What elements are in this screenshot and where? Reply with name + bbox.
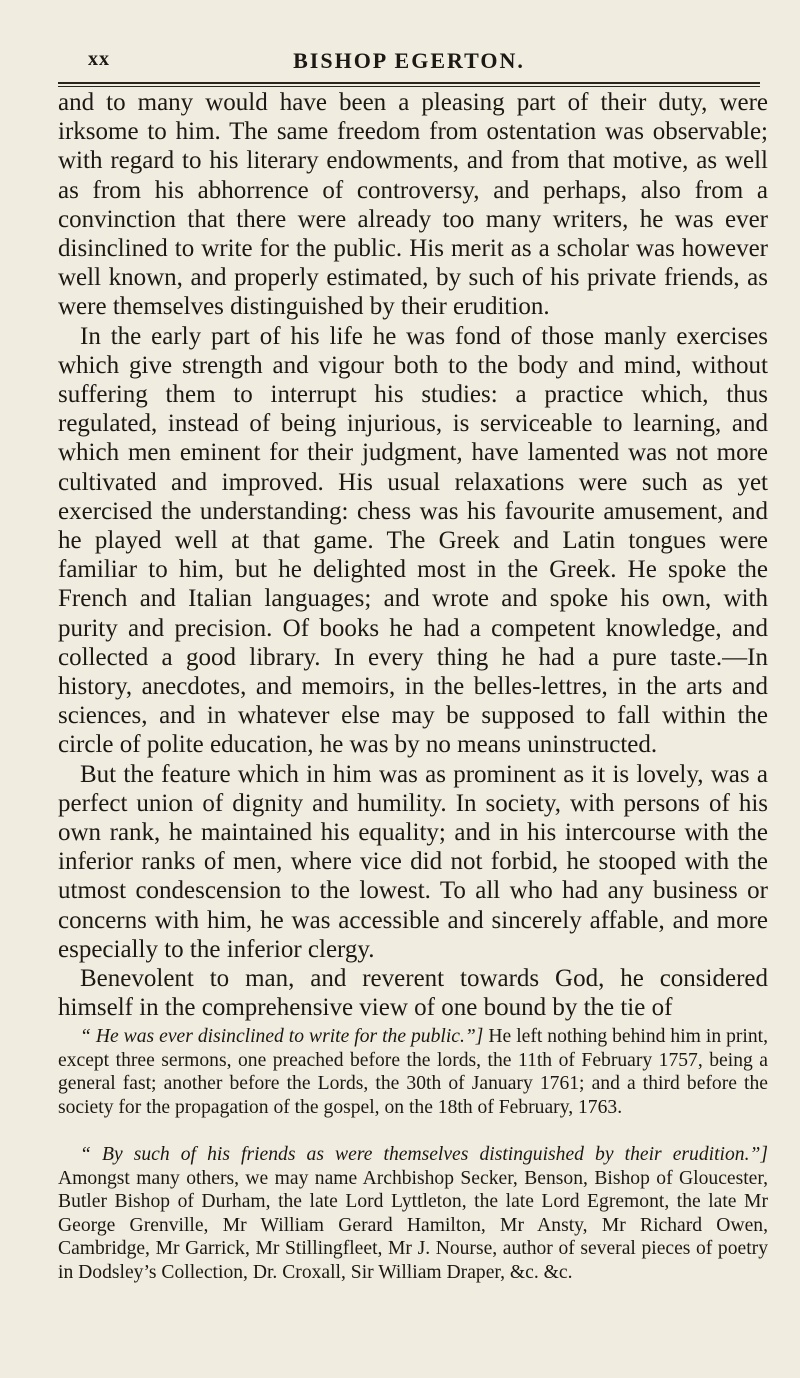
header-rule	[58, 82, 760, 84]
paragraph: and to many would have been a pleasing part of their duty, were irksome to him. The same freedom from ostentation was observable; with regard to his literary endowments, and from that motive, as well as from his abhorrence of controversy, and perhaps, also from a convinction that there were already too many writers, he was ever disinclined to write for the public. His merit as a scholar was however well known, and properly estimated, by such of his private friends, as were themselves distinguished by their erudition.	[58, 89, 768, 321]
footnote-quote: “ He was ever disinclined to write for the public.”]	[80, 1026, 484, 1047]
header-rule-thin	[58, 86, 760, 87]
page-number: xx	[88, 48, 110, 70]
main-text	[58, 88, 768, 1023]
footnote	[58, 1025, 768, 1119]
footnote	[58, 1143, 768, 1284]
paragraph: In the early part of his life he was fond of those manly exercises which give strength and vigour both to the body and mind, without suffering them to interrupt his studies: a practice which, thus regulated, instead of being injurious, is serviceable to learning, and which men eminent for their judgment, have lamented was not more cultivated and improved. His usual relaxations were such as yet exercised the understanding: chess was his favourite amusement, and he played well at that game. The Greek and Latin tongues were familiar to him, but he delighted most in the Greek. He spoke the French and Italian languages; and wrote and spoke his own, with purity and precision. Of books he had a competent knowledge, and collected a good library. In every thing he had a pure taste.—In history, anecdotes, and memoirs, in the belles-lettres, in the arts and sciences, and in whatever else may be supposed to fall within the circle of polite education, he was by no means uninstructed.	[58, 322, 768, 759]
footnote-text: He left nothing behind him in print, except three sermons, one preached before the lords, the 11th of February 1757, being a general fast; another before the Lords, the 30th of January 1761; and a third before the society for the propagation of the gospel, on the 18th of February, 1763.	[58, 1026, 769, 1118]
paragraph: But the feature which in him was as prominent as it is lovely, was a perfect union of dignity and humility. In society, with persons of his own rank, he maintained his equality; and in his intercourse with the inferior ranks of men, where vice did not forbid, he stooped with the utmost condescension to the lowest. To all who had any business or concerns with him, he was accessible and sincerely affable, and more especially to the inferior clergy.	[58, 760, 768, 963]
footnote-quote: “ By such of his friends as were themselves distinguished by their erudition.”]	[80, 1144, 768, 1165]
running-head: BISHOP EGERTON.	[293, 48, 525, 73]
footnote-text: Amongst many others, we may name Archbishop Secker, Benson, Bishop of Gloucester, Butler Bishop of Durham, the late Lord Lyttleton, the late Lord Egremont, the late Mr George Grenville, Mr William Gerard Hamilton, Mr Ansty, Mr Richard Owen, Cambridge, Mr Garrick, Mr Stillingfleet, Mr J. Nourse, author of several pieces of poetry in Dodsley’s Collection, Dr. Croxall, Sir William Draper, &c. &c.	[58, 1167, 768, 1283]
paragraph: Benevolent to man, and reverent towards God, he considered himself in the comprehensive view of one bound by the tie of	[58, 965, 768, 1022]
footnotes	[58, 1025, 768, 1284]
